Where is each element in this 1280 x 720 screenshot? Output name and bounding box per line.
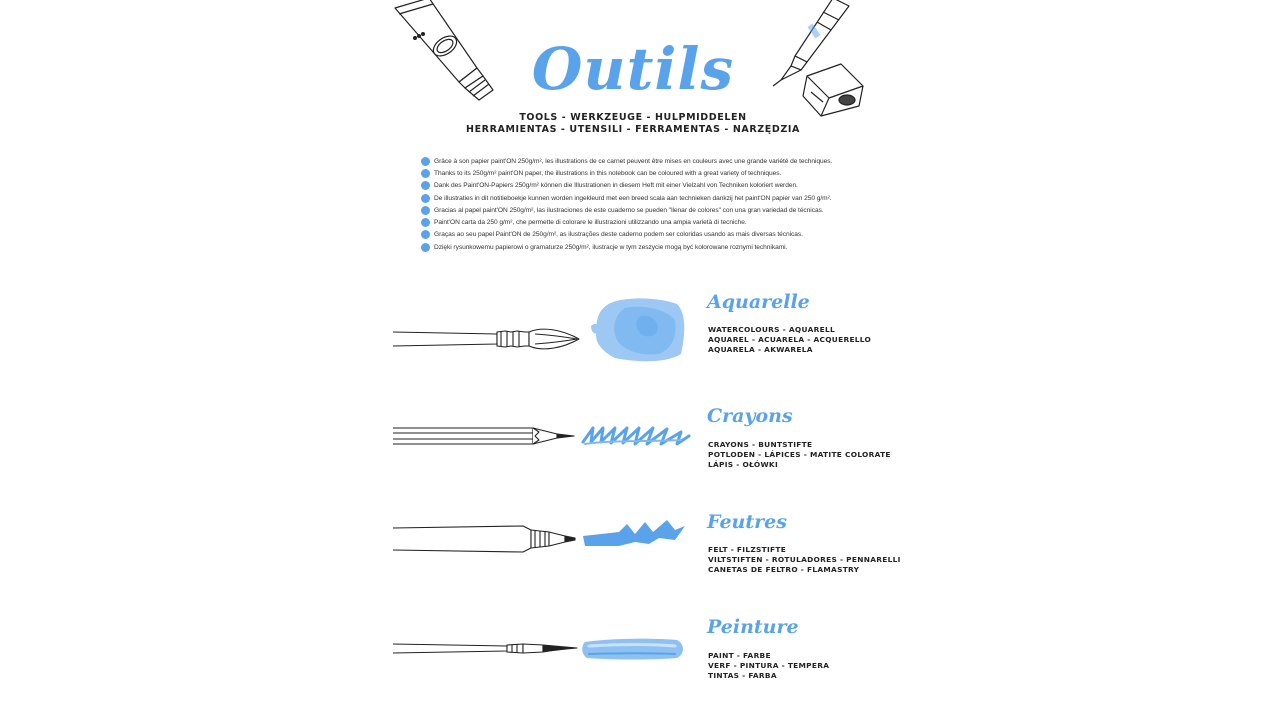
pencil-scribble [581,422,693,450]
tool-line: PAINT - FARBE [708,651,771,660]
blurb-text: Gracias al papel paint'ON 250g/m², las ilustraciones de este cuaderno se pueden "llenar de colores" con una gran variedad de técnicas. [434,206,824,214]
language-blurbs [421,155,871,253]
marker-icon [393,524,579,554]
subtitle-line-1: TOOLS - WERKZEUGE - HULPMIDDELEN [519,112,747,123]
tool-title-feutres: Feutres [707,511,787,533]
tool-line: VERF - PINTURA - TEMPERA [708,661,830,671]
flag-icon [421,169,430,178]
blurb-text: Paint'ON carta da 250 g/m², che permette di colorare le illustrazioni utilizzando una ampia varietà di tecniche. [434,219,747,227]
tool-lines-peinture [708,651,829,682]
blurb-it [421,216,871,228]
flag-icon [421,206,430,215]
tool-title-aquarelle: Aquarelle [707,291,810,313]
blurb-fr [421,155,871,167]
tool-lines-crayons [708,440,891,471]
blurb-text: Dzięki rysunkowemu papierowi o gramaturze 250g/m², ilustracje w tym zeszycie mogą być kolorowane roznymi technikami. [434,243,788,251]
tool-line: LÁPIS - OŁÓWKI [708,460,779,470]
tool-line: POTLODEN - LÁPICES - MATITE COLORATE [708,450,891,460]
flag-icon [421,243,430,252]
tool-lines-aquarelle [708,325,871,356]
blurb-text: Grâce à son papier paint'ON 250g/m², les illustrations de ce carnet peuvent être mises en couleurs avec une grande variété de techniques. [434,157,833,165]
tool-line: WATERCOLOURS - AQUARELL [708,325,835,334]
flag-icon [421,181,430,190]
pencil-icon [393,424,578,448]
tool-line: CRAYONS - BUNTSTIFTE [708,440,813,449]
flag-icon [421,194,430,203]
tool-lines-feutres [708,545,901,576]
page-title: Outils [531,35,735,103]
tool-line: AQUARELA - AKWARELA [708,345,813,355]
blurb-en [421,167,871,179]
flag-icon [421,157,430,166]
tool-line: TINTAS - FARBA [708,671,777,681]
blurb-text: Dank des Paint'ON-Papiers 250g/m² können die Illustrationen in diesem Heft mit einer Vielzahl von Techniken koloriert werden. [434,182,798,190]
paint-stroke [581,636,685,662]
blurb-pl [421,241,871,253]
blurb-pt [421,229,871,241]
tool-line: VILTSTIFTEN - ROTULADORES - PENNARELLI [708,555,901,565]
flag-icon [421,230,430,239]
tool-title-peinture: Peinture [707,616,799,638]
subtitle-line-2: HERRAMIENTAS - UTENSILI - FERRAMENTAS - NARZĘDZIA [466,124,800,135]
tool-title-crayons: Crayons [707,405,793,427]
blurb-nl [421,192,871,204]
tools-page [393,0,901,720]
brush-icon [393,320,583,356]
blurb-de [421,180,871,192]
tool-line: FELT - FILZSTIFTE [708,545,787,554]
marker-stroke [579,516,689,552]
blurb-text: De illustraties in dit notitieboekje kunnen worden ingekleurd met een breed scala aan technieken dankzij het paint'ON papier van 250 g/m². [434,194,832,202]
blurb-text: Thanks to its 250g/m² paint'ON paper, the illustrations in this notebook can be coloured with a great variety of techniques. [434,169,782,177]
fine-brush-icon [393,636,579,660]
blurb-text: Graças ao seu papel Paint'ON de 250g/m², as ilustrações deste caderno podem ser coloridas usando as mais diversas técnicas. [434,231,803,239]
tool-line: AQUAREL - ACUARELA - ACQUERELLO [708,335,872,345]
watercolor-swatch [591,296,689,366]
flag-icon [421,218,430,227]
blurb-es [421,204,871,216]
tool-line: CANETAS DE FELTRO - FLAMASTRY [708,565,860,575]
